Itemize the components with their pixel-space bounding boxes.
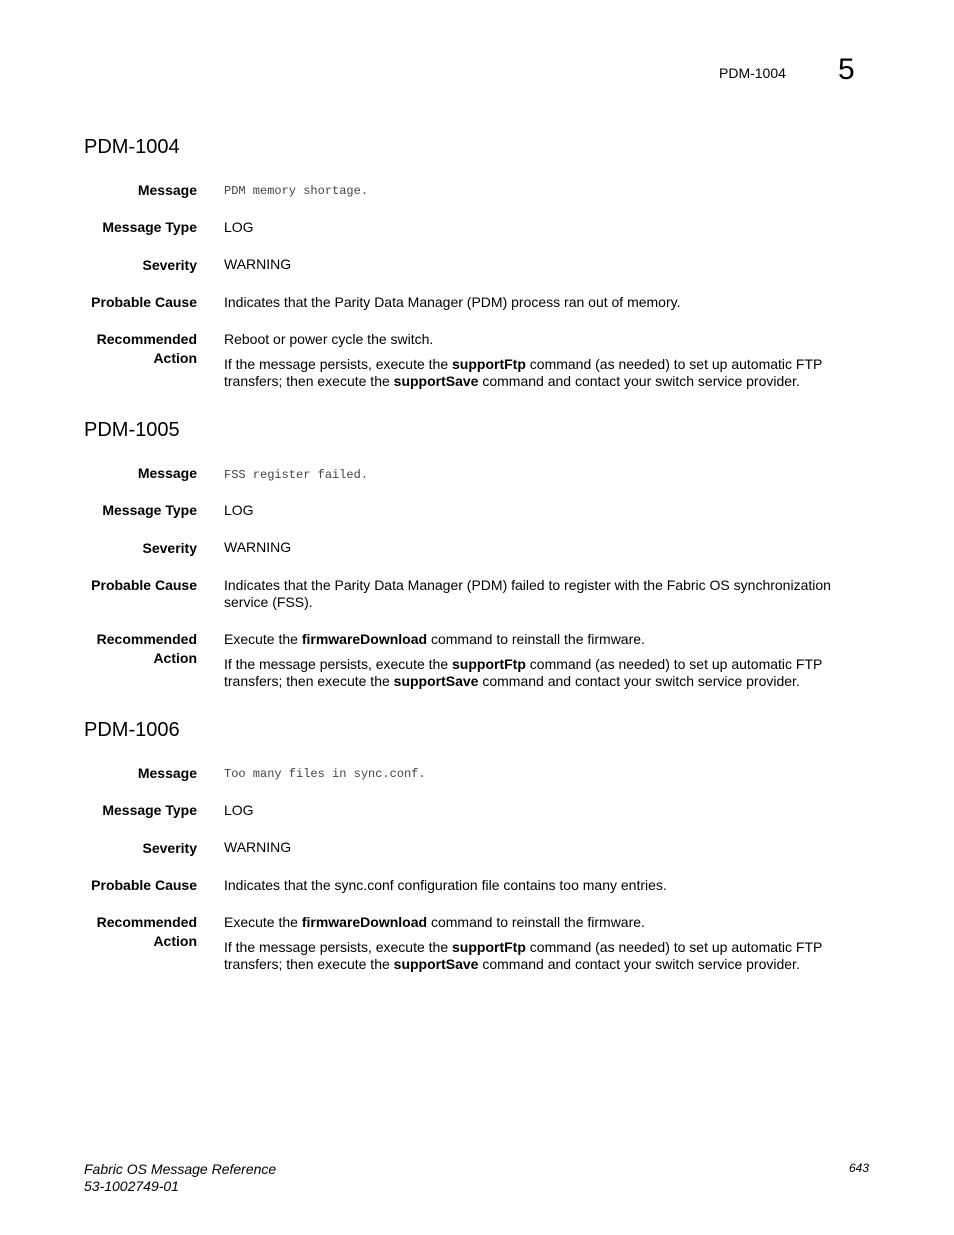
severity-value: WARNING bbox=[224, 539, 292, 555]
command-firmwaredownload: firmwareDownload bbox=[301, 914, 428, 930]
footer-doc-title: Fabric OS Message Reference bbox=[84, 1161, 277, 1177]
message-text: PDM memory shortage. bbox=[224, 184, 369, 198]
footer-doc-number: 53-1002749-01 bbox=[84, 1178, 179, 1194]
label-message: Message bbox=[137, 765, 197, 781]
persist-text-a: If the message persists, execute the bbox=[224, 656, 453, 672]
command-supportftp: supportFtp bbox=[452, 356, 526, 372]
action-text bbox=[224, 914, 844, 931]
severity-value: WARNING bbox=[224, 256, 292, 272]
action-text-b: command to reinstall the firmware. bbox=[427, 631, 645, 647]
label-recommended-line1: Recommended bbox=[96, 914, 197, 930]
action-text bbox=[224, 631, 844, 648]
message-text: FSS register failed. bbox=[224, 468, 369, 482]
persist-text-a: If the message persists, execute the bbox=[224, 356, 453, 372]
severity-value: WARNING bbox=[224, 839, 292, 855]
command-supportsave: supportSave bbox=[393, 373, 479, 389]
section-title-pdm-1006: PDM-1006 bbox=[84, 719, 180, 741]
footer-document-info bbox=[84, 1161, 276, 1195]
persist-text bbox=[224, 656, 844, 690]
label-severity: Severity bbox=[142, 840, 197, 856]
message-type-value: LOG bbox=[224, 219, 254, 235]
label-severity: Severity bbox=[142, 257, 197, 273]
label-message-type: Message Type bbox=[102, 802, 197, 818]
action-text-a: Execute the bbox=[224, 631, 302, 647]
persist-text-a: If the message persists, execute the bbox=[224, 939, 453, 955]
persist-text bbox=[224, 939, 844, 973]
command-supportftp: supportFtp bbox=[452, 939, 526, 955]
probable-cause-text: Indicates that the Parity Data Manager (PDM) failed to register with the Fabric OS synchronization service (FSS). bbox=[224, 577, 831, 610]
action-text-a: Execute the bbox=[224, 914, 302, 930]
persist-text-c: command and contact your switch service provider. bbox=[478, 673, 800, 689]
persist-text bbox=[224, 356, 844, 390]
persist-text-b: command (as needed) to set up automatic FTP transfers; then execute the bbox=[224, 656, 823, 689]
label-probable-cause: Probable Cause bbox=[91, 294, 197, 310]
label-recommended-line1: Recommended bbox=[96, 331, 197, 347]
label-severity: Severity bbox=[142, 540, 197, 556]
label-message: Message bbox=[137, 465, 197, 481]
chapter-number: 5 bbox=[838, 53, 855, 86]
persist-text-c: command and contact your switch service provider. bbox=[478, 956, 800, 972]
command-supportftp: supportFtp bbox=[452, 656, 526, 672]
running-header-title: PDM-1004 bbox=[719, 65, 786, 81]
command-supportsave: supportSave bbox=[393, 673, 479, 689]
footer-page-number: 643 bbox=[849, 1161, 870, 1175]
label-recommended-action bbox=[60, 630, 197, 668]
action-text-b: command to reinstall the firmware. bbox=[427, 914, 645, 930]
label-recommended-action bbox=[60, 913, 197, 951]
section-title-pdm-1004: PDM-1004 bbox=[84, 136, 180, 158]
label-message-type: Message Type bbox=[102, 219, 197, 235]
message-text: Too many files in sync.conf. bbox=[224, 767, 426, 781]
persist-text-b: command (as needed) to set up automatic FTP transfers; then execute the bbox=[224, 939, 823, 972]
label-probable-cause: Probable Cause bbox=[91, 577, 197, 593]
command-firmwaredownload: firmwareDownload bbox=[301, 631, 428, 647]
label-recommended-line2: Action bbox=[153, 350, 197, 366]
message-type-value: LOG bbox=[224, 502, 254, 518]
message-type-value: LOG bbox=[224, 802, 254, 818]
section-title-pdm-1005: PDM-1005 bbox=[84, 419, 180, 441]
label-recommended-action bbox=[60, 330, 197, 368]
probable-cause-text: Indicates that the Parity Data Manager (PDM) process ran out of memory. bbox=[224, 294, 681, 310]
probable-cause-text: Indicates that the sync.conf configuration file contains too many entries. bbox=[224, 877, 667, 893]
persist-text-c: command and contact your switch service provider. bbox=[478, 373, 800, 389]
label-probable-cause: Probable Cause bbox=[91, 877, 197, 893]
command-supportsave: supportSave bbox=[393, 956, 479, 972]
label-recommended-line2: Action bbox=[153, 933, 197, 949]
label-message-type: Message Type bbox=[102, 502, 197, 518]
label-recommended-line1: Recommended bbox=[96, 631, 197, 647]
action-text: Reboot or power cycle the switch. bbox=[224, 331, 434, 347]
label-recommended-line2: Action bbox=[153, 650, 197, 666]
persist-text-b: command (as needed) to set up automatic FTP transfers; then execute the bbox=[224, 356, 823, 389]
label-message: Message bbox=[137, 182, 197, 198]
